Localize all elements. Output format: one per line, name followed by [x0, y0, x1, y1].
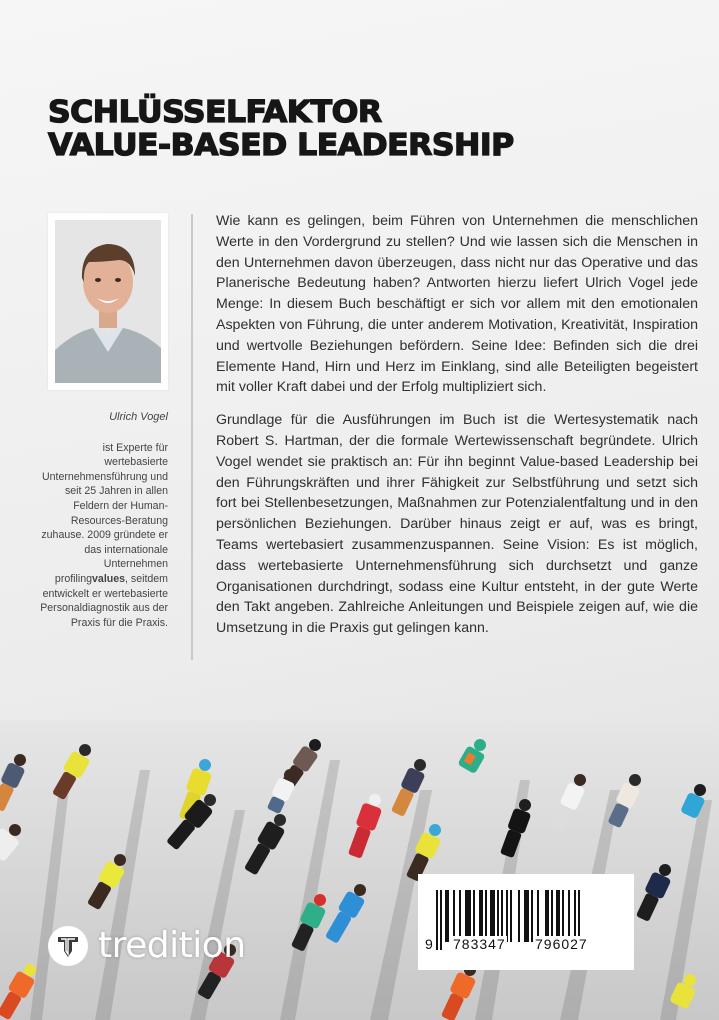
author-name: Ulrich Vogel — [109, 411, 168, 423]
isbn-barcode — [418, 874, 634, 970]
author-photo — [55, 220, 161, 383]
tredition-logo-icon — [48, 926, 88, 966]
title-line-1: SCHLÜSSELFAKTOR — [48, 95, 382, 130]
barcode-group-2: 796027 — [535, 936, 588, 952]
barcode-group-1: 783347 — [453, 936, 506, 952]
blurb-paragraph: Grundlage für die Ausführungen im Buch ist die Wertesystematik nach Robert S. Hartman, der die formale Wertewissenschaft begründete. Ulrich Vogel wendet sie praktisch an: Für ihn beginnt Value-based Leadership bei den Führungskräften und ihrer Fähigkeit zur Selbstführung und setzt sich fort bei Stellenbesetzungen, Maßnahmen zur Potenzialentfaltung und in den persönlichen Beziehungen. Darüber hinaus zeigt er auf, was es bringt, Teams wertebasiert zusammenzuspannen. Seine Vision: Es ist möglich, dass wertebasierte Unternehmensführung sich durchsetzt und ganze Organisationen durchdringt, sodass eine Kultur entsteht, in der gute Werte den Takt angeben. Zahlreiche Anleitungen und Beispiele zeigen auf, wie die Umsetzung in die Praxis gut gelingen kann. — [216, 412, 698, 637]
bio-text-part: ist Experte für wertebasierte Unternehmensführung und seit 25 Jahren in allen Feldern der Human-Resources-Beratung zuhause. 2009 gründete er das internationale Unternehmen profiling — [41, 441, 168, 585]
author-bio-text — [40, 441, 168, 631]
crowd-illustration — [0, 720, 719, 1020]
author-photo-frame — [48, 213, 168, 390]
title-line-2: VALUE-BASED LEADERSHIP — [48, 128, 514, 163]
bio-text-part: , seitdem entwickelt er wertebasierte Personaldiagnostik aus der Praxis für die Praxis. — [40, 572, 168, 629]
book-title — [48, 96, 514, 162]
book-blurb — [216, 211, 698, 651]
author-portrait-icon — [55, 220, 161, 383]
tredition-t-icon — [55, 933, 81, 959]
crowd-figures-icon — [0, 720, 719, 1020]
publisher-name: tredition — [98, 925, 246, 966]
bio-brand-name: values — [92, 572, 126, 585]
author-bio — [40, 410, 168, 630]
publisher-logo — [48, 926, 246, 966]
barcode-lead-digit: 9 — [425, 936, 433, 952]
blurb-paragraph: Wie kann es gelingen, beim Führen von Unternehmen die menschlichen Werte in den Vordergrund zu stellen? Und wie lassen sich die Menschen in den Unternehmen davon überzeugen, dass nicht nur das Operative und das Planerische Bedeutung haben? Antworten hierzu liefert Ulrich Vogel jede Menge: In diesem Buch beschäftigt er sich vor allem mit den emotionalen Aspekten von Führung, die unter anderem Motivation, Kreativität, Inspiration und wertvolle Beziehungen befördern. Seine Idee: Befinden sich die drei Elemente Hand, Hirn und Herz im Einklang, sind alle Beteiligten begeistert mit voller Kraft dabei und der Erfolg multipliziert sich. — [216, 213, 698, 396]
column-divider — [191, 214, 193, 660]
